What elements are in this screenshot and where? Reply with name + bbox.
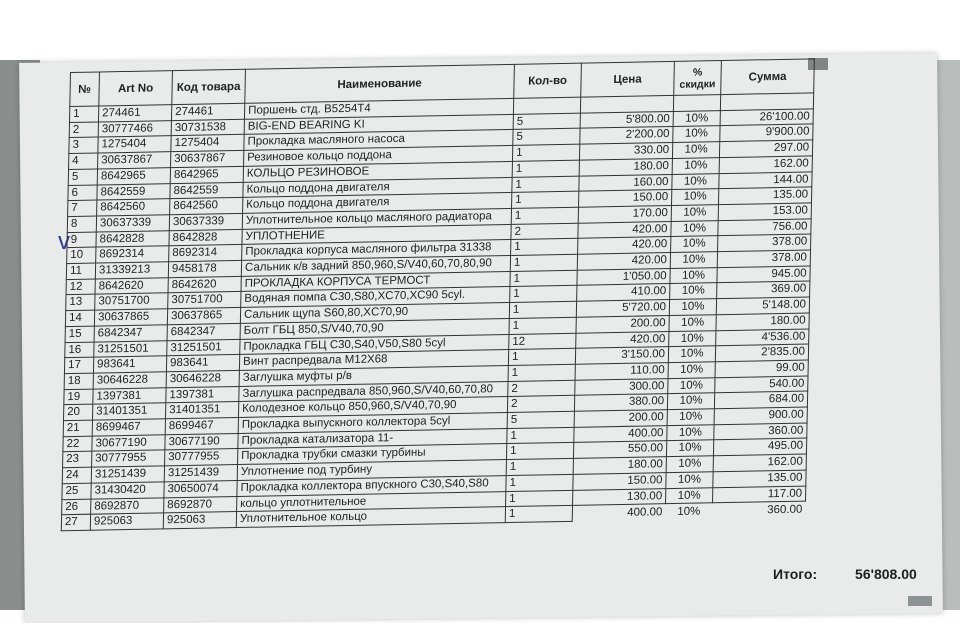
price-cell: 2'200.00 xyxy=(580,127,673,144)
discount-cell: 10% xyxy=(677,505,701,518)
product-name-cell: ПРОКЛАДКА КОРПУСА ТЕРМОСТ xyxy=(241,271,510,292)
quantity-cell: 1 xyxy=(512,176,579,193)
sum-cell xyxy=(720,93,813,110)
row-number: 16 xyxy=(65,342,94,358)
sum-cell: 360.00 xyxy=(767,503,803,516)
product-code-cell: 30637867 xyxy=(171,150,244,167)
price-cell: 200.00 xyxy=(576,315,669,332)
product-code-cell: 983641 xyxy=(166,355,239,372)
art-no-cell: 30637867 xyxy=(98,152,171,169)
header-no: № xyxy=(70,72,100,107)
sum-cell: 117.00 xyxy=(712,486,805,503)
quantity-cell: 12 xyxy=(509,333,576,350)
product-code-cell: 274461 xyxy=(171,103,244,120)
product-code-cell: 31251439 xyxy=(164,465,237,482)
art-no-cell: 31251439 xyxy=(91,466,164,483)
header-name: Наименование xyxy=(245,64,515,103)
discount-cell: 10% xyxy=(667,409,714,426)
product-code-cell: 30637339 xyxy=(169,213,242,230)
header-qty: Кол-во xyxy=(514,63,582,98)
product-name-cell: Заглушка распредвала 850,960,S/V40,60,70,80 xyxy=(239,381,508,402)
price-cell: 420.00 xyxy=(577,253,670,270)
discount-cell xyxy=(673,95,720,112)
price-cell: 410.00 xyxy=(577,284,670,301)
handwritten-check-mark: v xyxy=(58,228,70,255)
sum-cell: 99.00 xyxy=(715,360,808,377)
sum-cell: 4'536.00 xyxy=(716,329,809,346)
row-number: 9 xyxy=(67,232,96,248)
price-cell: 1'050.00 xyxy=(577,268,670,285)
product-name-cell: Сальник щупа S60,80,XC70,90 xyxy=(240,303,509,324)
row-number: 5 xyxy=(68,169,97,185)
sum-cell: 756.00 xyxy=(718,219,811,236)
discount-cell: 10% xyxy=(669,315,716,332)
sum-cell: 135.00 xyxy=(713,470,806,487)
art-no-cell: 30751700 xyxy=(95,293,168,310)
quantity-cell: 1 xyxy=(510,270,577,287)
quantity-cell: 1 xyxy=(507,427,574,444)
art-no-cell: 8692870 xyxy=(91,497,164,514)
row-number: 2 xyxy=(69,122,98,138)
discount-cell: 10% xyxy=(668,346,715,363)
product-name-cell: КОЛЬЦО РЕЗИНОВОЕ xyxy=(243,161,512,182)
discount-cell: 10% xyxy=(670,283,717,300)
price-cell: 200.00 xyxy=(574,410,667,427)
quantity-cell: 5 xyxy=(507,411,574,428)
sum-cell: 378.00 xyxy=(717,250,810,267)
art-no-cell: 983641 xyxy=(93,356,166,373)
art-no-cell: 274461 xyxy=(98,105,171,122)
product-name-cell: Прокладка коллектора впускного C30,S40,S80 xyxy=(237,475,506,496)
total-value: 56'808.00 xyxy=(855,566,917,582)
row-number: 21 xyxy=(63,420,92,436)
product-code-cell: 8642620 xyxy=(168,276,241,293)
quantity-cell: 1 xyxy=(506,474,573,491)
quantity-cell: 5 xyxy=(513,129,580,146)
row-number: 11 xyxy=(66,263,95,279)
art-no-cell: 31251501 xyxy=(94,340,167,357)
price-cell: 550.00 xyxy=(573,441,666,458)
price-cell: 180.00 xyxy=(573,457,666,474)
invoice-sheet xyxy=(61,58,815,531)
discount-cell: 10% xyxy=(673,110,720,127)
discount-cell: 10% xyxy=(668,362,715,379)
discount-cell: 10% xyxy=(670,252,717,269)
header-code: Код товара xyxy=(172,69,246,104)
discount-cell: 10% xyxy=(672,157,719,174)
art-no-cell: 6842347 xyxy=(94,325,167,342)
discount-cell: 10% xyxy=(671,205,718,222)
sum-cell: 135.00 xyxy=(718,187,811,204)
product-name-cell: Прокладка катализатора 11- xyxy=(238,428,507,449)
quantity-cell: 1 xyxy=(509,317,576,334)
discount-cell: 10% xyxy=(671,220,718,237)
product-name-cell: Кольцо поддона двигателя xyxy=(243,177,512,198)
art-no-cell: 30777955 xyxy=(92,450,165,467)
product-name-cell: Резиновое кольцо поддона xyxy=(244,146,513,167)
row-number: 27 xyxy=(61,514,90,530)
discount-cell: 10% xyxy=(666,440,713,457)
quantity-cell: 2 xyxy=(508,380,575,397)
discount-cell: 10% xyxy=(667,393,714,410)
discount-cell: 10% xyxy=(670,267,717,284)
discount-cell: 10% xyxy=(668,377,715,394)
product-code-cell: 6842347 xyxy=(167,323,240,340)
discount-cell: 10% xyxy=(671,189,718,206)
art-no-cell: 1397381 xyxy=(93,387,166,404)
product-name-cell: Прокладка трубки смазки турбины xyxy=(238,444,507,465)
price-cell: 420.00 xyxy=(578,221,671,238)
product-code-cell: 1275404 xyxy=(171,135,244,152)
product-code-cell: 8692314 xyxy=(169,245,242,262)
product-name-cell: Поршень стд. B5254T4 xyxy=(244,98,513,119)
sum-cell: 369.00 xyxy=(717,281,810,298)
price-cell: 130.00 xyxy=(573,488,666,505)
quantity-cell xyxy=(513,97,580,114)
product-name-cell: Прокладка ГБЦ C30,S40,V50,S80 5cyl xyxy=(240,334,509,355)
row-number: 14 xyxy=(65,310,94,326)
sum-cell: 5'148.00 xyxy=(716,297,809,314)
sum-cell: 26'100.00 xyxy=(720,109,813,126)
row-number: 20 xyxy=(63,404,92,420)
product-name-cell: УПЛОТНЕНИЕ xyxy=(242,224,511,245)
product-code-cell: 30731538 xyxy=(171,119,244,136)
quantity-cell: 1 xyxy=(509,301,576,318)
price-cell: 3'150.00 xyxy=(575,347,668,364)
quantity-cell: 1 xyxy=(508,364,575,381)
sum-cell: 900.00 xyxy=(714,407,807,424)
total-line xyxy=(773,566,917,582)
art-no-cell: 1275404 xyxy=(98,136,171,153)
row-number: 12 xyxy=(66,279,95,295)
row-number: 22 xyxy=(63,436,92,452)
row-number: 7 xyxy=(68,200,97,216)
quantity-cell: 1 xyxy=(505,506,572,523)
art-no-cell: 8699467 xyxy=(92,419,165,436)
price-cell: 180.00 xyxy=(579,158,672,175)
price-cell: 400.00 xyxy=(627,505,663,519)
sum-cell: 297.00 xyxy=(719,140,812,157)
product-code-cell: 30677190 xyxy=(165,433,238,450)
discount-cell: 10% xyxy=(672,173,719,190)
product-name-cell: Винт распредвала M12X68 xyxy=(239,350,508,371)
product-code-cell: 9458178 xyxy=(168,260,241,277)
row-number: 8 xyxy=(67,216,96,232)
sum-cell: 378.00 xyxy=(718,234,811,251)
sum-cell: 9'900.00 xyxy=(720,124,813,141)
row-number: 23 xyxy=(63,452,92,468)
quantity-cell: 1 xyxy=(506,459,573,476)
row-number: 10 xyxy=(67,247,96,263)
product-code-cell: 31401351 xyxy=(165,402,238,419)
sum-cell: 180.00 xyxy=(716,313,809,330)
quantity-cell: 1 xyxy=(512,160,579,177)
art-no-cell: 8642828 xyxy=(96,230,169,247)
price-cell: 110.00 xyxy=(575,363,668,380)
quantity-cell: 5 xyxy=(513,113,580,130)
sum-cell: 540.00 xyxy=(715,376,808,393)
art-no-cell: 8692314 xyxy=(96,246,169,263)
table-body xyxy=(61,93,813,531)
art-no-cell: 31339213 xyxy=(95,262,168,279)
product-code-cell: 31251501 xyxy=(167,339,240,356)
row-number: 24 xyxy=(62,467,91,483)
sum-cell: 153.00 xyxy=(718,203,811,220)
art-no-cell: 30646228 xyxy=(93,372,166,389)
art-no-cell: 925063 xyxy=(90,513,163,530)
discount-cell: 10% xyxy=(673,126,720,143)
quantity-cell: 2 xyxy=(511,223,578,240)
quantity-cell: 1 xyxy=(510,254,577,271)
quantity-cell: 1 xyxy=(506,490,573,507)
product-name-cell: Прокладка выпускного коллектора 5cyl xyxy=(238,413,507,434)
product-name-cell: Прокладка масляного насоса xyxy=(244,130,513,151)
discount-cell: 10% xyxy=(672,142,719,159)
row-number: 6 xyxy=(68,185,97,201)
quantity-cell: 1 xyxy=(512,191,579,208)
product-code-cell: 925063 xyxy=(163,512,236,529)
product-code-cell: 30646228 xyxy=(166,370,239,387)
product-name-cell: Сальник к/в задний 850,960,S/V40,60,70,80,90 xyxy=(241,255,510,276)
art-no-cell: 31401351 xyxy=(92,403,165,420)
art-no-cell: 30777466 xyxy=(98,120,171,137)
sum-cell: 360.00 xyxy=(714,423,807,440)
sum-cell: 144.00 xyxy=(719,171,812,188)
price-cell: 160.00 xyxy=(579,174,672,191)
product-code-cell: 8642559 xyxy=(170,182,243,199)
corner-shadow-bottom xyxy=(908,596,932,606)
price-cell xyxy=(580,95,673,112)
header-art-no: Art No xyxy=(99,71,173,106)
sum-cell: 684.00 xyxy=(714,391,807,408)
product-code-cell: 1397381 xyxy=(166,386,239,403)
sum-cell: 162.00 xyxy=(719,156,812,173)
product-name-cell: Водяная помпа C30,S80,XC70,XC90 5cyl. xyxy=(241,287,510,308)
product-name-cell: Уплотнительное кольцо масляного радиатора xyxy=(242,208,511,229)
row-number: 13 xyxy=(66,295,95,311)
art-no-cell: 8642620 xyxy=(95,277,168,294)
total-label: Итого: xyxy=(773,566,818,582)
product-code-cell: 8642828 xyxy=(169,229,242,246)
header-sum: Сумма xyxy=(721,59,815,95)
quantity-cell: 1 xyxy=(506,443,573,460)
price-cell: 150.00 xyxy=(579,190,672,207)
price-cell: 400.00 xyxy=(574,425,667,442)
product-code-cell: 30777955 xyxy=(165,449,238,466)
product-name-cell: Болт ГБЦ 850,S/V40,70,90 xyxy=(240,318,509,339)
quantity-cell: 1 xyxy=(512,144,579,161)
price-cell: 330.00 xyxy=(579,143,672,160)
price-cell: 5'800.00 xyxy=(580,111,673,128)
product-name-cell: Прокладка корпуса масляного фильтра 31338 xyxy=(242,240,511,261)
product-code-cell: 8642965 xyxy=(170,166,243,183)
header-price: Цена xyxy=(581,61,675,97)
sum-cell: 945.00 xyxy=(717,266,810,283)
product-code-cell: 30751700 xyxy=(168,292,241,309)
art-no-cell: 8642560 xyxy=(97,199,170,216)
invoice-table xyxy=(61,58,815,531)
row-number: 19 xyxy=(64,389,93,405)
row-number: 18 xyxy=(64,373,93,389)
row-number: 25 xyxy=(62,483,91,499)
art-no-cell: 8642965 xyxy=(97,167,170,184)
sum-cell: 495.00 xyxy=(713,439,806,456)
product-code-cell: 8699467 xyxy=(165,418,238,435)
row-number: 3 xyxy=(69,137,98,153)
price-cell: 5'720.00 xyxy=(576,300,669,317)
product-code-cell: 30650074 xyxy=(164,480,237,497)
price-cell: 420.00 xyxy=(578,237,671,254)
discount-cell: 10% xyxy=(666,487,713,504)
art-no-cell: 30677190 xyxy=(92,435,165,452)
price-cell: 420.00 xyxy=(576,331,669,348)
row-number: 15 xyxy=(65,326,94,342)
product-name-cell: Уплотнительное кольцо xyxy=(236,507,505,528)
art-no-cell: 30637339 xyxy=(96,215,169,232)
discount-cell: 10% xyxy=(669,299,716,316)
quantity-cell: 2 xyxy=(507,396,574,413)
art-no-cell: 30637865 xyxy=(94,309,167,326)
discount-cell: 10% xyxy=(667,425,714,442)
row-number: 26 xyxy=(62,499,91,515)
product-code-cell: 8692870 xyxy=(164,496,237,513)
product-name-cell: Колодезное кольцо 850,960,S/V40,70,90 xyxy=(238,397,507,418)
top-blank-area xyxy=(0,0,960,60)
row-number: 4 xyxy=(69,153,98,169)
product-name-cell: Кольцо поддона двигателя xyxy=(243,193,512,214)
product-name-cell: Заглушка муфты р/в xyxy=(239,365,508,386)
discount-cell: 10% xyxy=(666,472,713,489)
art-no-cell: 31430420 xyxy=(91,482,164,499)
discount-cell: 10% xyxy=(666,456,713,473)
art-no-cell: 8642559 xyxy=(97,183,170,200)
sum-cell: 162.00 xyxy=(713,454,806,471)
row-number: 17 xyxy=(64,357,93,373)
product-code-cell: 30637865 xyxy=(167,308,240,325)
quantity-cell: 1 xyxy=(508,349,575,366)
quantity-cell: 1 xyxy=(510,286,577,303)
sum-cell: 2'835.00 xyxy=(715,344,808,361)
product-code-cell: 8642560 xyxy=(170,198,243,215)
price-cell: 170.00 xyxy=(578,205,671,222)
quantity-cell: 1 xyxy=(511,207,578,224)
discount-cell: 10% xyxy=(669,330,716,347)
row-number: 1 xyxy=(69,106,98,122)
product-name-cell: BIG-END BEARING KI xyxy=(244,114,513,135)
product-name-cell: Уплотнение под турбину xyxy=(237,460,506,481)
price-cell: 150.00 xyxy=(573,473,666,490)
price-cell: 380.00 xyxy=(574,394,667,411)
discount-cell: 10% xyxy=(671,236,718,253)
product-name-cell: кольцо уплотнительное xyxy=(237,491,506,512)
header-discount: % скидки xyxy=(674,61,722,96)
price-cell: 300.00 xyxy=(575,378,668,395)
quantity-cell: 1 xyxy=(511,239,578,256)
